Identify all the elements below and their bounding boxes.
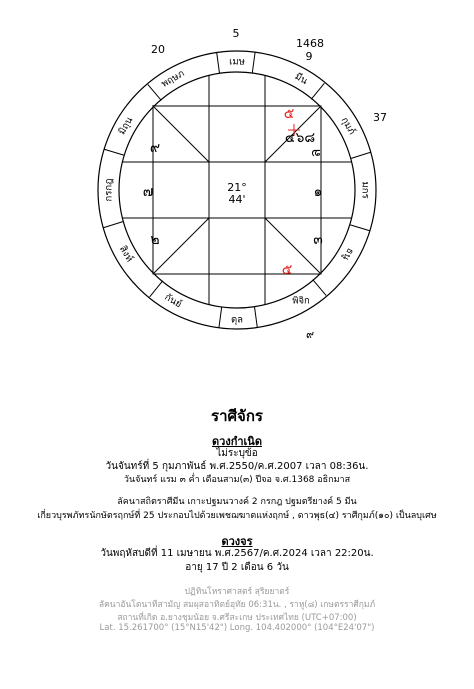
- section-transit-heading: ดวงจร: [221, 535, 253, 548]
- outer-number-top-right-b: 9: [305, 50, 313, 63]
- house-kumbha-planets: ๔๖๘: [284, 130, 316, 146]
- house-pijik-planet: ๕: [281, 262, 293, 278]
- house-singha-planet: ๒: [150, 232, 160, 248]
- house-mithuna-planet: ๙: [149, 140, 161, 156]
- footer-line-4: Lat. 15.261700° (15°N15'42") Long. 104.402000° (104°E24'07"): [99, 623, 375, 633]
- sign-label-tula: ตุล: [231, 314, 243, 326]
- sign-label-mesha: เมษ: [229, 56, 245, 68]
- lunar-date-text: วันจันทร์ แรม ๓ ค่ำ เดือนสาม(๓) ปีจอ จ.ศ.1368 อธิกมาส: [123, 475, 351, 485]
- outer-number-bottom-right: ๙: [305, 328, 315, 341]
- sign-label-dhanu: ธนู: [340, 245, 356, 263]
- age-text: อายุ 17 ปี 2 เดือน 6 วัน: [185, 562, 289, 573]
- house-makara-planet: ๑: [313, 184, 323, 200]
- outer-number-right: 37: [373, 111, 387, 124]
- footer-line-1: ปฏิทินโหราศาสตร์ สุริยยาตร์: [184, 587, 290, 597]
- sign-label-singha: สิงห์: [117, 244, 135, 264]
- footer-line-2: ลัคนาอันโตนาทีสามัญ สมผุสอาทิตย์อุทัย 06:31น. , ราหู(๘) เกษตรราศีกุมภ์: [98, 600, 376, 610]
- chart-title: ราศีจักร: [211, 407, 263, 425]
- lagna-text-1: ลัคนาสถิตราศีมีน เกาะปฐมนวางค์ 2 กรกฎ ปฐมตรียางค์ 5 มีน: [117, 497, 357, 507]
- house-kumbha-lagna: ล: [308, 148, 324, 158]
- not-specified-text: ไม่ระบุข้อ: [216, 448, 258, 459]
- transit-date-text: วันพฤหัสบดีที่ 11 เมษายน พ.ศ.2567/ค.ศ.2024 เวลา 22:20น.: [100, 548, 374, 559]
- sign-label-pruksha: พฤษภ: [159, 68, 187, 90]
- outer-number-top-right-a: 1468: [296, 37, 324, 50]
- sign-label-mithuna: มิถุน: [116, 115, 136, 137]
- center-degree: 21°: [227, 181, 247, 194]
- section-birth-heading: ดวงกำเนิด: [212, 435, 262, 448]
- sign-label-mina: มีน: [292, 71, 310, 87]
- outer-number-top-left: 20: [151, 43, 165, 56]
- birth-date-text: วันจันทร์ที่ 5 กุมภาพันธ์ พ.ศ.2550/ค.ศ.2007 เวลา 08:36น.: [105, 461, 369, 472]
- house-mina-planet: ๕: [283, 106, 295, 122]
- house-dhanu-planet: ๓: [313, 232, 323, 248]
- outer-number-top: 5: [232, 27, 240, 40]
- sign-label-kumbha: กุมภ์: [338, 115, 358, 137]
- sign-label-makara: มกร: [359, 181, 371, 199]
- lagna-text-2: เกี่ยวบุรพภัทรนักษัตรฤกษ์ที่ 25 ประกอบไปด้วยเพชฌฆาตแห่งฤกษ์ , ดาวพุธ(๔) ราศีกุมภ์(๑๐) เป็นลบุเศษ: [37, 511, 437, 521]
- center-minute: 44': [228, 193, 246, 206]
- sign-label-kataka: กรกฎ: [103, 178, 115, 202]
- sign-label-pijik: พิจิก: [292, 295, 310, 307]
- house-kataka-planet: ๗: [142, 184, 154, 200]
- sign-label-kanya: กันย์: [162, 291, 184, 311]
- footer-line-3: สถานที่เกิด อ.ยางชุมน้อย จ.ศรีสะเกษ ประเทศไทย (UTC+07:00): [117, 613, 357, 623]
